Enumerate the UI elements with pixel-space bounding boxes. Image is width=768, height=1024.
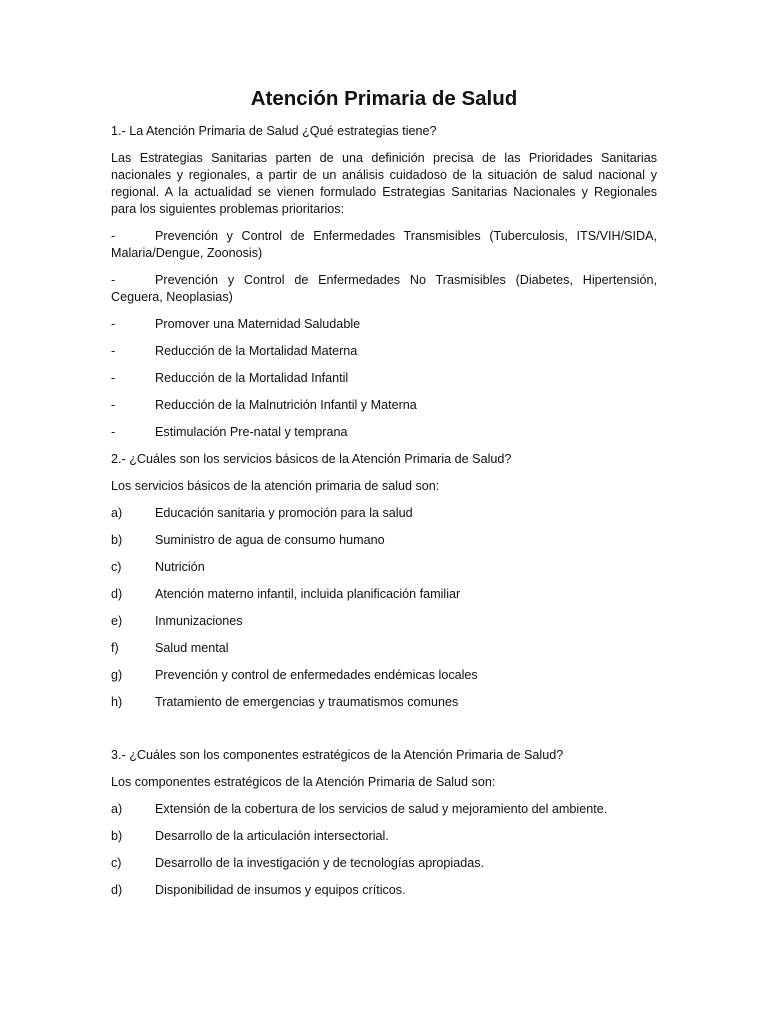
- list-marker: g): [111, 668, 123, 682]
- list-item: [111, 397, 657, 414]
- list-item: [111, 640, 657, 657]
- list-item: [111, 613, 657, 630]
- list-marker: h): [111, 695, 123, 709]
- list-marker: c): [111, 856, 122, 870]
- list-item: [111, 370, 657, 387]
- list-item-text: Salud mental: [155, 641, 229, 655]
- list-item-text: Prevención y Control de Enfermedades Transmisibles (Tuberculosis, ITS/VIH/SIDA, Malaria/Dengue, Zoonosis): [111, 229, 657, 260]
- list-item: [111, 424, 657, 441]
- list-marker: -: [111, 317, 116, 331]
- list-item: [111, 694, 657, 711]
- list-item: [111, 801, 657, 818]
- section-3-intro: Los componentes estratégicos de la Atención Primaria de Salud son:: [111, 775, 496, 789]
- list-item-text: Desarrollo de la investigación y de tecnologías apropiadas.: [155, 856, 485, 870]
- list-item-text: Atención materno infantil, incluida planificación familiar: [155, 587, 461, 601]
- list-item-text: Tratamiento de emergencias y traumatismos comunes: [155, 695, 459, 709]
- list-item-text: Reducción de la Mortalidad Infantil: [155, 371, 349, 385]
- list-marker: -: [111, 273, 116, 287]
- list-item: [111, 882, 657, 899]
- section-2-intro: Los servicios básicos de la atención primaria de salud son:: [111, 479, 440, 493]
- list-item: [111, 586, 657, 603]
- list-marker: b): [111, 533, 123, 547]
- list-item: [111, 559, 657, 576]
- list-marker: -: [111, 344, 116, 358]
- list-item-text: Educación sanitaria y promoción para la salud: [155, 506, 413, 520]
- list-item-text: Promover una Maternidad Saludable: [155, 317, 361, 331]
- list-marker: b): [111, 829, 123, 843]
- list-item: [111, 828, 657, 845]
- list-item: [111, 272, 657, 306]
- list-marker: -: [111, 371, 116, 385]
- list-item-text: Inmunizaciones: [155, 614, 243, 628]
- list-item-text: Estimulación Pre-natal y temprana: [155, 425, 348, 439]
- list-marker: -: [111, 398, 116, 412]
- list-item-text: Disponibilidad de insumos y equipos críticos.: [155, 883, 406, 897]
- list-item-text: Reducción de la Malnutrición Infantil y Materna: [155, 398, 417, 412]
- list-marker: f): [111, 641, 119, 655]
- list-item: [111, 667, 657, 684]
- list-item: [111, 316, 657, 333]
- list-item-text: Prevención y Control de Enfermedades No Trasmisibles (Diabetes, Hipertensión, Ceguera, Neoplasias): [111, 273, 657, 304]
- list-marker: a): [111, 802, 123, 816]
- list-item-text: Extensión de la cobertura de los servicios de salud y mejoramiento del ambiente.: [155, 802, 608, 816]
- list-item: [111, 855, 657, 872]
- question-1: 1.- La Atención Primaria de Salud ¿Qué estrategias tiene?: [111, 124, 437, 138]
- list-marker: c): [111, 560, 122, 574]
- list-marker: a): [111, 506, 123, 520]
- list-item: [111, 532, 657, 549]
- question-3: 3.- ¿Cuáles son los componentes estratégicos de la Atención Primaria de Salud?: [111, 748, 564, 762]
- list-item-text: Suministro de agua de consumo humano: [155, 533, 385, 547]
- list-marker: -: [111, 229, 116, 243]
- list-marker: -: [111, 425, 116, 439]
- question-2: 2.- ¿Cuáles son los servicios básicos de la Atención Primaria de Salud?: [111, 452, 512, 466]
- list-item-text: Desarrollo de la articulación intersectorial.: [155, 829, 389, 843]
- list-item: [111, 343, 657, 360]
- list-item-text: Nutrición: [155, 560, 205, 574]
- spacer: [111, 721, 657, 747]
- list-item-text: Reducción de la Mortalidad Materna: [155, 344, 358, 358]
- list-item-text: Prevención y control de enfermedades endémicas locales: [155, 668, 478, 682]
- list-marker: e): [111, 614, 123, 628]
- list-item: [111, 228, 657, 262]
- document-page: [111, 84, 657, 909]
- page-title: Atención Primaria de Salud: [250, 87, 518, 110]
- section-1-intro: Las Estrategias Sanitarias parten de una definición precisa de las Prioridades Sanitarias nacionales y regionales, a partir de un análisis cuidadoso de la situación de salud nacional y regional. A la actualidad se vienen formulado Estrategias Sanitarias Nacionales y Regionales para los siguientes problemas prioritarios:: [111, 151, 657, 216]
- list-marker: d): [111, 883, 123, 897]
- list-marker: d): [111, 587, 123, 601]
- list-item: [111, 505, 657, 522]
